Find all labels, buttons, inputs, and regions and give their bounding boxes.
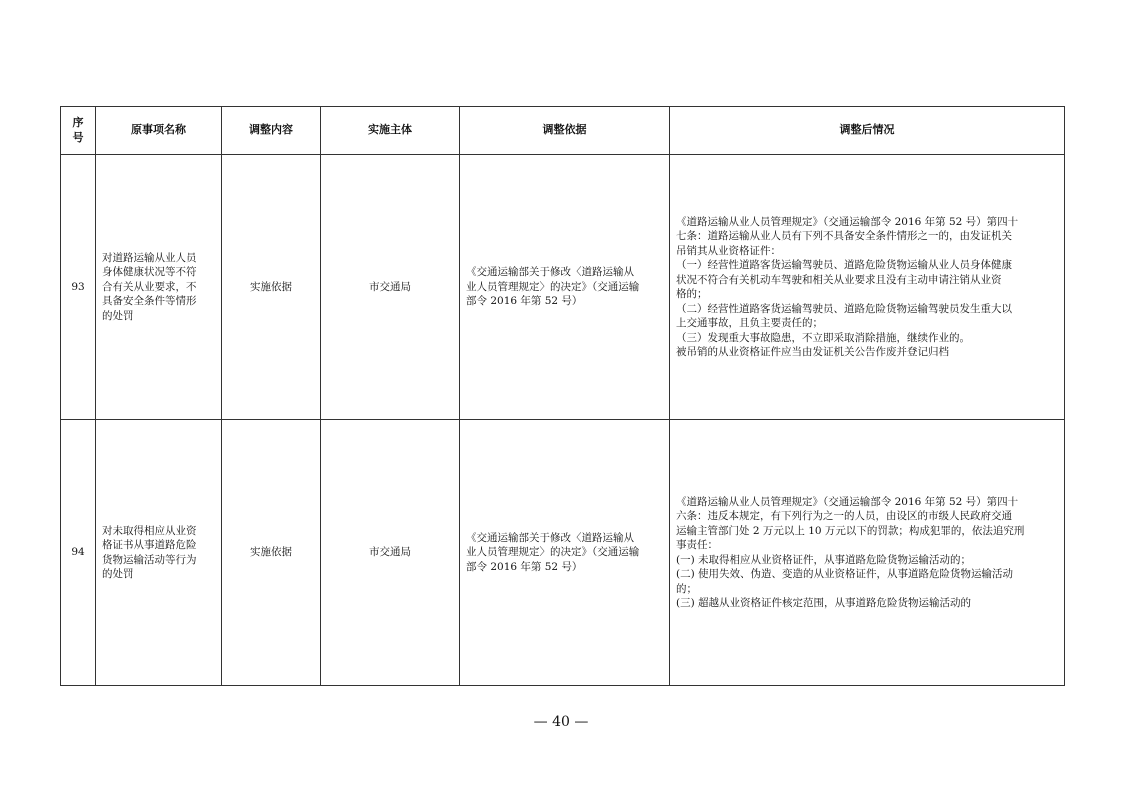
header-content: 调整内容	[222, 107, 321, 155]
cell-item-name: 对未取得相应从业资 格证书从事道路危险 货物运输活动等行为 的处罚	[96, 420, 222, 686]
table-header-row	[61, 107, 1065, 155]
cell-no: 93	[61, 155, 96, 420]
cell-subject: 市交通局	[321, 155, 460, 420]
header-result: 调整后情况	[670, 107, 1065, 155]
page-number: — 40 —	[533, 714, 589, 730]
cell-content: 实施依据	[222, 420, 321, 686]
cell-basis: 《交通运输部关于修改〈道路运输从 业人员管理规定〉的决定》（交通运输 部令 2016 年第 52 号）	[460, 420, 670, 686]
cell-no: 94	[61, 420, 96, 686]
cell-content: 实施依据	[222, 155, 321, 420]
cell-result: 《道路运输从业人员管理规定》（交通运输部令 2016 年第 52 号）第四十 七条：道路运输从业人员有下列不具备安全条件情形之一的，由发证机关 吊销其从业资格证件： （一）经营性道路客货运输驾驶员、道路危险货物运输从业人员身体健康 状况不符合有关机动车驾驶和相关从业要求且没有主动申请注销从业资 格的； （二）经营性道路客货运输驾驶员、道路危险货物运输驾驶员发生重大以 上交通事故，且负主要责任的； （三）发现重大事故隐患，不立即采取消除措施，继续作业的。 被吊销的从业资格证件应当由发证机关公告作废并登记归档	[670, 155, 1065, 420]
header-subject: 实施主体	[321, 107, 460, 155]
table-row	[61, 155, 1065, 420]
adjustment-table	[60, 106, 1065, 686]
cell-result: 《道路运输从业人员管理规定》（交通运输部令 2016 年第 52 号）第四十 六条：违反本规定，有下列行为之一的人员，由设区的市级人民政府交通 运输主管部门处 2 万元以上 10 万元以下的罚款；构成犯罪的，依法追究刑 事责任： (一) 未取得相应从业资格证件，从事道路危险货物运输活动的； (二) 使用失效、伪造、变造的从业资格证件，从事道路危险货物运输活动 的； (三) 超越从业资格证件核定范围，从事道路危险货物运输活动的	[670, 420, 1065, 686]
header-item-name: 原事项名称	[96, 107, 222, 155]
cell-basis: 《交通运输部关于修改〈道路运输从 业人员管理规定〉的决定》（交通运输 部令 2016 年第 52 号）	[460, 155, 670, 420]
header-basis: 调整依据	[460, 107, 670, 155]
cell-subject: 市交通局	[321, 420, 460, 686]
header-no: 序 号	[61, 107, 96, 155]
cell-item-name: 对道路运输从业人员 身体健康状况等不符 合有关从业要求，不 具备安全条件等情形 的处罚	[96, 155, 222, 420]
table-row	[61, 420, 1065, 686]
